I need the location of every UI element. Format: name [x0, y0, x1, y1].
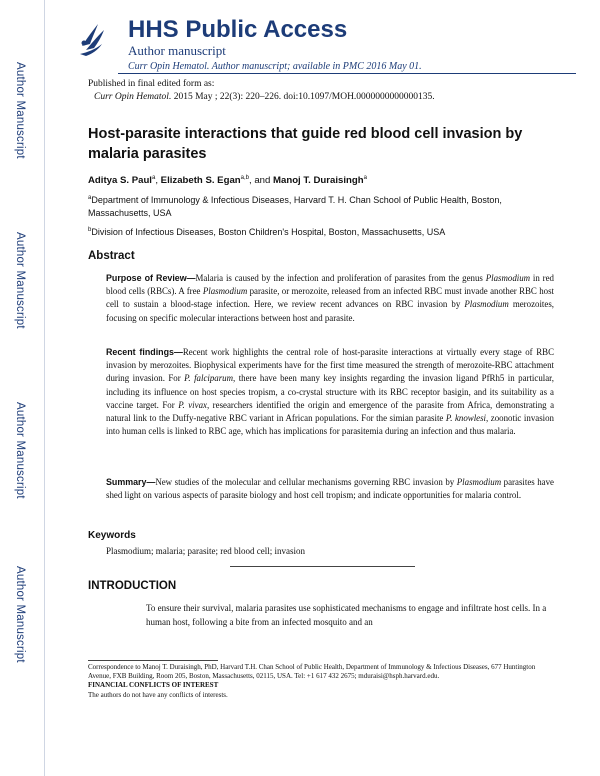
conflicts-heading: FINANCIAL CONFLICTS OF INTEREST: [88, 681, 219, 690]
author-manuscript-sidebar: [0, 0, 45, 776]
correspondence-note: Correspondence to Manoj T. Duraisingh, PhD, Harvard T.H. Chan School of Public Health, Department of Immunology & Infectious Diseases, 677 Huntington Avenue, FXB Building, Room 205, Boston, Massachusetts, 02115, USA. Tel: +1 617 432 2675; mduraisi@hsph.harvard.edu.: [88, 663, 536, 681]
abstract-heading: Abstract: [88, 250, 135, 262]
article-title: Host-parasite interactions that guide red blood cell invasion by malaria parasites: [88, 126, 523, 162]
author-name: Elizabeth S. Egan: [160, 175, 241, 187]
sidebar-label: Author Manuscript: [14, 402, 26, 499]
sidebar-label: Author Manuscript: [14, 62, 26, 159]
hhs-eagle-logo-icon: [76, 16, 110, 62]
author-name: Aditya S. Paul: [88, 175, 152, 187]
author-name: Manoj T. Duraisingh: [273, 175, 364, 187]
conflicts-text: The authors do not have any conflicts of interests.: [88, 690, 228, 699]
sidebar-label: Author Manuscript: [14, 232, 26, 329]
keywords-divider: [230, 566, 415, 567]
abstract-purpose: Purpose of Review—Malaria is caused by the infection and proliferation of parasites from the genus Plasmodium in red blood cells (RBCs). A free Plasmodium parasite, or merozoite, released from an infected RBC must invade another RBC host cell to sustain a blood-stage infection. Here, we review recent advances on RBC invasion by Plasmodium merozoites, focusing on specific molecular interactions between host and parasite.: [106, 273, 554, 323]
author-list: Aditya S. Paul$^a$, Elizabeth S. Egan$^{a,b}$, and Manoj T. Duraisingh$^a$: [88, 175, 367, 187]
header-divider: [118, 73, 576, 74]
footnote-divider: [88, 660, 218, 661]
keywords-list: Plasmodium; malaria; parasite; red blood cell; invasion: [106, 546, 305, 556]
footnote: [88, 663, 548, 700]
keywords-heading: Keywords: [88, 530, 136, 541]
introduction-heading: INTRODUCTION: [88, 580, 177, 592]
sidebar-label: Author Manuscript: [14, 566, 26, 663]
introduction-text: To ensure their survival, malaria parasites use sophisticated mechanisms to engage and infiltrate host cells. In a human host, following a bite from an infected mosquito and an: [146, 603, 547, 627]
affiliation-b: $^b$Division of Infectious Diseases, Boston Children's Hospital, Boston, Massachusetts, USA: [88, 227, 446, 237]
hhs-public-access-title: HHS Public Access: [128, 16, 348, 43]
abstract-findings: Recent findings—Recent work highlights the central role of host-parasite interactions at virtually every stage of RBC invasion by merozoites. Biophysical experiments have for the first time measured the strength of merozoite-RBC attachment during invasion. For P. falciparum, there have been many key insights regarding the invasion ligand PfRh5 in particular, including its influence on host species tropism, a co-crystal structure with its RBC receptor basigin, and its suitability as a vaccine target. For P. vivax, researchers identified the origin and emergence of the parasite from Africa, demonstrating a natural link to the Duffy-negative RBC variant in African populations. For the simian parasite P. knowlesi, zoonotic invasion into human cells is linked to RBC age, which has implications for parasitemia during an infection and thus malaria.: [106, 347, 555, 437]
journal-availability: Curr Opin Hematol. Author manuscript; available in PMC 2016 May 01.: [128, 61, 422, 72]
abstract-summary: Summary—New studies of the molecular and cellular mechanisms governing RBC invasion by Plasmodium parasites have shed light on various aspects of parasite biology and host cell tropism; and indicate opportunities for malaria control.: [106, 477, 554, 501]
affiliation-a: $^a$Department of Immunology & Infectious Diseases, Harvard T. H. Chan School of Public Health, Boston, Massachusetts, USA: [88, 195, 502, 218]
author-manuscript-label: Author manuscript: [128, 43, 226, 58]
publication-info: Published in final edited form as: Curr Opin Hematol. 2015 May ; 22(3): 220–226. doi:10.1097/MOH.0000000000000135.: [88, 79, 435, 102]
